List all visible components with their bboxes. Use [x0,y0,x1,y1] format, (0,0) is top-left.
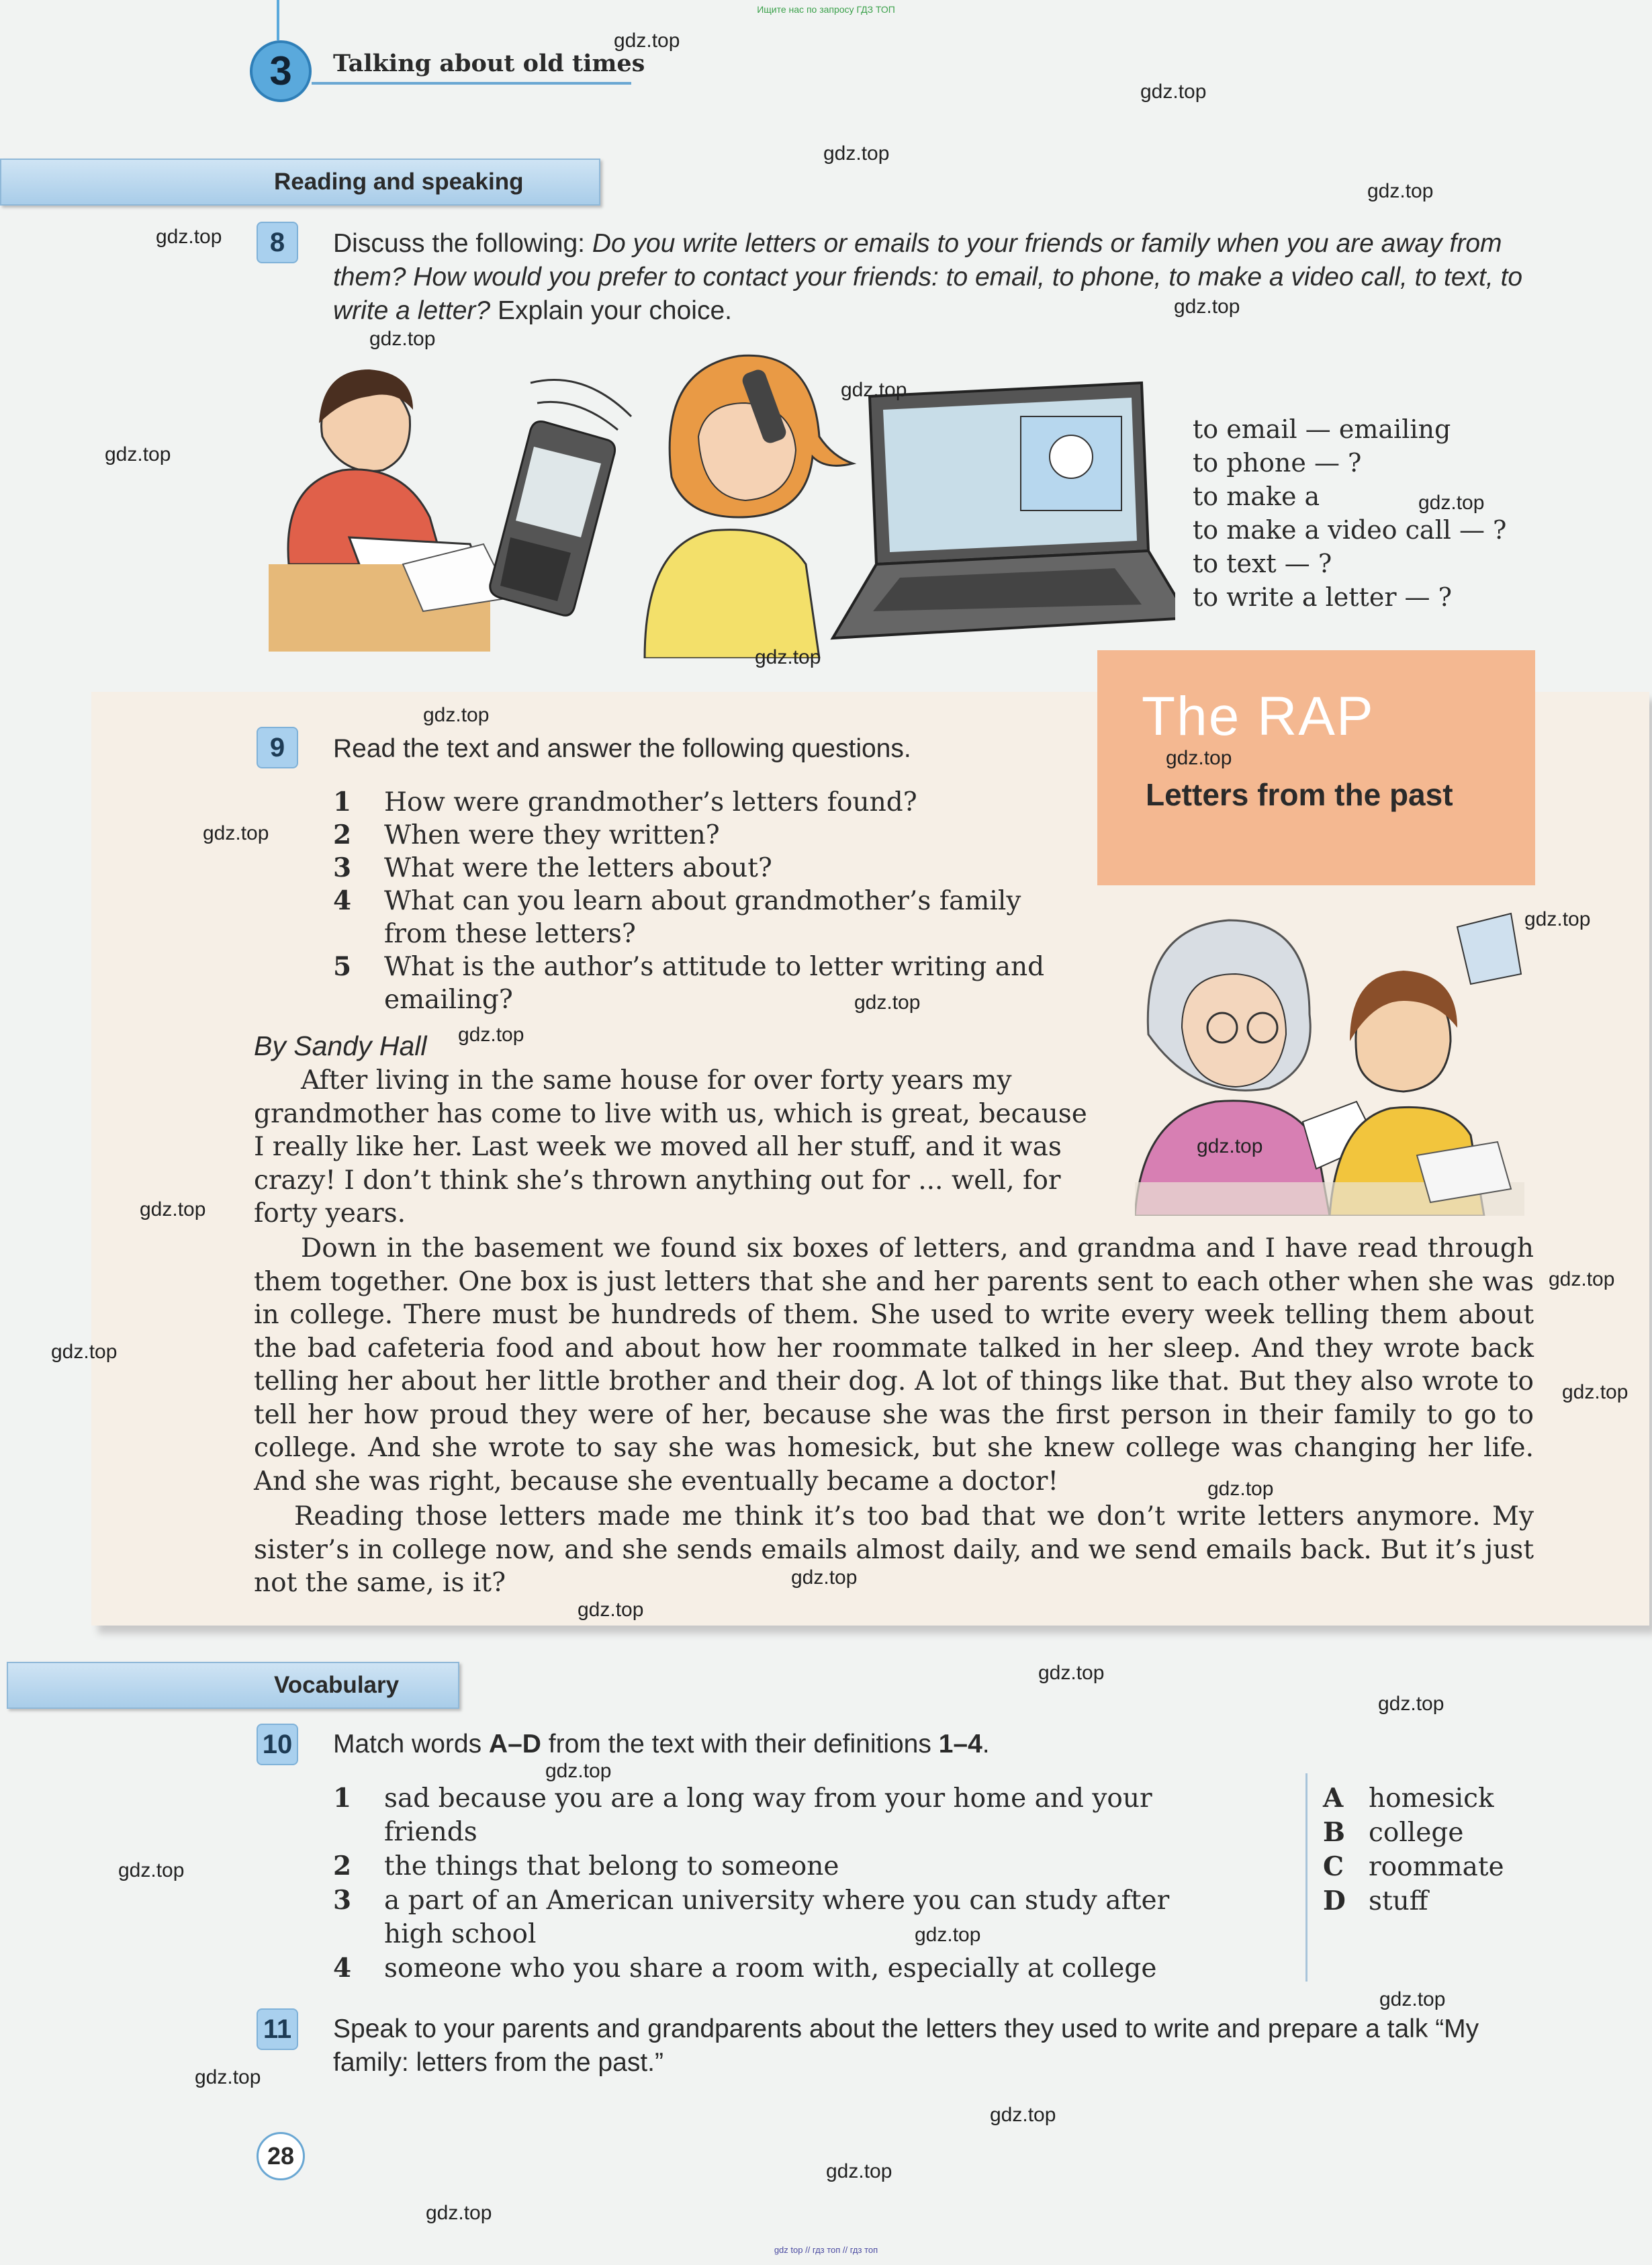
ex9-number: 9 [257,727,298,768]
unit-title: Talking about old times [333,50,645,77]
definition-item: 3 a part of an American university where you can study after [333,1885,1170,1916]
ex9-instruction: Read the text and answer the following questions. [333,734,911,763]
article-paragraph-1: After living in the same house for over forty years my grandmother has come to live with us, which is great, because I really like her. Last week we moved all her stuff, and it was crazy! I don’t think she’s thrown anything out for ... well, for forty years. [254,1065,1087,1229]
watermark: gdz.top [791,1566,858,1589]
watermark: gdz.top [841,379,907,401]
watermark: gdz.top [156,226,222,248]
question-item: 1 How were grandmother’s letters found? [333,787,917,817]
section-vocabulary-label: Vocabulary [274,1672,400,1698]
ex10-instruction: Match words A–D from the text with their definitions 1–4. [333,1730,990,1759]
grandma-illustration [1135,900,1524,1216]
watermark: gdz.top [1207,1478,1274,1500]
article-author: By Sandy Hall [254,1030,427,1061]
word-list-item: to write a letter — ? [1193,582,1453,612]
watermark: gdz.top [990,2104,1056,2126]
word-list-item: to make a [1193,482,1320,511]
watermark: gdz.top [1367,180,1434,202]
match-word: D stuff [1323,1885,1428,1916]
section-reading-speaking [0,159,600,206]
watermark: gdz.top [1166,747,1232,769]
watermark: gdz.top [826,2160,892,2182]
watermark: gdz.top [458,1024,524,1046]
mobile-phone-figure [490,380,631,616]
word-list-item: to phone — ? [1193,448,1362,478]
watermark: gdz.top [1140,81,1207,103]
watermark: gdz.top [614,30,680,52]
definition-item: 4 someone who you share a room with, especially at college [333,1953,1157,1984]
watermark: gdz.top [823,142,890,165]
unit-tick [277,0,279,40]
ex11-instruction: Speak to your parents and grandparents about the letters they used to write and prepare a talk “My family: letters from the past.” [333,2014,1479,2077]
ex9-questions [333,786,1119,1016]
ex11-number: 11 [257,2008,298,2050]
boy-writing-figure [269,369,510,652]
definition-item: 2 the things that belong to someone [333,1851,839,1881]
definition-item-cont: friends [384,1817,477,1847]
ex8-lead: Discuss the following: [333,229,592,258]
word-list-item: to make a video call — ? [1193,515,1507,545]
unit-number: 3 [250,40,312,102]
article-paragraph-3: Reading those letters made me think it’s too bad that we don’t write letters anymore. My sister’s in college now, and she sends emails almost daily, and we send emails back. But it’s just not the same, is it? [254,1501,1534,1598]
question-item: 3 What were the letters about? [333,852,772,883]
match-divider [1305,1773,1307,1982]
watermark: gdz.top [118,1859,185,1881]
ex8-illustration [269,343,1175,658]
question-item: 2 When were they written? [333,819,720,850]
ex10-number: 10 [257,1724,298,1765]
watermark: gdz.top [915,1924,981,1946]
watermark: gdz.top [426,2202,492,2224]
watermark: gdz.top [195,2066,261,2088]
watermark: gdz.top [578,1599,644,1621]
ex8-instruction [333,227,1535,328]
unit-underline [312,82,631,85]
match-word: A homesick [1323,1783,1494,1814]
word-list-item: to email — emailing [1193,414,1451,444]
bottom-banner: gdz top // гдз топ // гдз топ [774,2245,878,2255]
section-vocabulary [7,1662,459,1709]
watermark: gdz.top [369,328,436,350]
watermark: gdz.top [1378,1693,1444,1715]
page-number: 28 [257,2132,305,2180]
match-word: B college [1323,1817,1464,1848]
question-item: 5 What is the author’s attitude to letter writing and [333,951,1045,982]
word-list-item: to text — ? [1193,549,1332,578]
watermark: gdz.top [203,822,269,844]
ex10-definitions [333,1781,1260,1986]
section-reading-label: Reading and speaking [274,169,524,195]
watermark: gdz.top [1549,1268,1615,1290]
watermark: gdz.top [1174,296,1240,318]
laptop-figure [833,383,1175,638]
definition-item: 1 sad because you are a long way from your home and your [333,1783,1152,1814]
watermark: gdz.top [1524,908,1591,930]
watermark: gdz.top [1197,1135,1263,1157]
watermark: gdz.top [1562,1381,1628,1403]
watermark: gdz.top [854,991,921,1014]
article-paragraph-2: Down in the basement we found six boxes of letters, and grandma and I have read through them together. One box is just letters that she and her parents sent to each other when she was in college. There must be hundreds of them. She used to write every week telling them about the bad cafeteria food and about how her roommate talked in her sleep. And they wrote back telling her about her little brother and their dog. A lot of things like that. But they also wrote to tell her how proud they were of her, because she was the first person in their family to go to college. And she wrote to say she was homesick, but she knew college was changing her life. And she was right, because she eventually became a doctor! [254,1233,1534,1497]
watermark: gdz.top [51,1341,118,1363]
top-banner: Ищите нас по запросу ГДЗ ТОП [757,4,895,15]
ex8-number: 8 [257,222,298,263]
ex8-tail: Explain your choice. [490,296,732,325]
question-item: 4 What can you learn about grandmother’s family [333,885,1021,916]
rap-title: The RAP [1142,686,1375,747]
watermark: gdz.top [1418,492,1485,514]
rap-subtitle: Letters from the past [1146,777,1453,812]
watermark: gdz.top [105,443,171,465]
watermark: gdz.top [423,704,490,726]
watermark: gdz.top [755,646,821,668]
ex8-question: Do you write letters or emails to your friends or family when you are away from them? How would you prefer to contact your friends: to email, to phone, to make a video call, to text, to write a letter? [333,229,1523,325]
girl-phone-figure [645,355,853,658]
ex10-words [1323,1781,1504,1918]
watermark: gdz.top [1038,1662,1105,1684]
watermark: gdz.top [545,1760,612,1782]
match-word: C roommate [1323,1851,1504,1882]
question-item-cont: from these letters? [384,919,636,949]
question-item-cont: emailing? [384,985,513,1015]
watermark: gdz.top [140,1198,206,1220]
watermark: gdz.top [1379,1988,1446,2010]
definition-item-cont: high school [384,1919,537,1949]
